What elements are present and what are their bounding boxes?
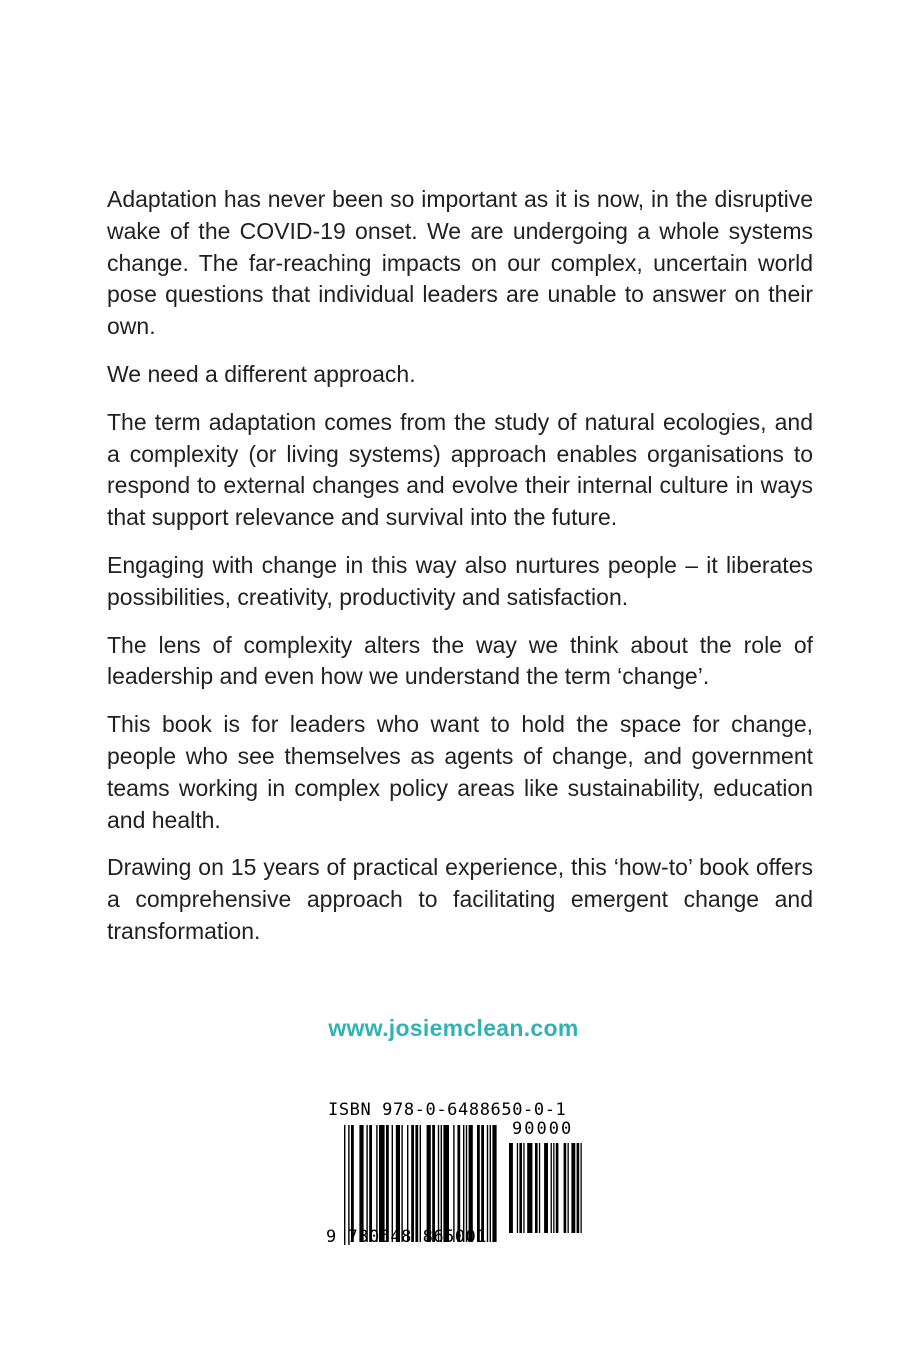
blurb-paragraph: Adaptation has never been so important as it is now, in the disruptive wake of the COVID-19 onset. We are undergoing a whole systems change. The far-reaching impacts on our complex, uncertain world pose questions that individual leaders are unable to answer on their own. <box>107 186 813 340</box>
barcode-bar <box>527 1143 532 1233</box>
barcode-bar <box>366 1125 367 1242</box>
barcode-bar <box>469 1125 473 1242</box>
barcode-bar <box>523 1143 524 1233</box>
price-addon-number: 90000 <box>512 1119 574 1139</box>
barcode-bar <box>386 1125 389 1242</box>
barcode-bar <box>519 1143 522 1233</box>
barcode-bar <box>581 1143 582 1233</box>
barcode-bar <box>396 1125 400 1242</box>
barcode-bar <box>517 1143 518 1233</box>
barcode-bar <box>571 1143 575 1233</box>
barcode-bar <box>544 1143 548 1233</box>
isbn-label: ISBN 978-0-6488650-0-1 <box>328 1100 567 1120</box>
barcode-bar <box>432 1125 435 1242</box>
barcode-bar <box>376 1125 377 1242</box>
barcode-bar <box>477 1125 480 1242</box>
barcode-bar <box>401 1125 402 1242</box>
barcode-bar <box>539 1143 540 1233</box>
barcode-bar <box>568 1143 569 1233</box>
barcode-bar <box>487 1125 488 1242</box>
barcode-bar <box>415 1125 418 1242</box>
barcode-bar <box>453 1125 454 1242</box>
website-link[interactable]: www.josiemclean.com <box>328 1015 579 1041</box>
isbn-barcode <box>326 1100 588 1250</box>
barcode-bar <box>564 1143 567 1233</box>
blurb-paragraph: The lens of complexity alters the way we think about the role of leadership and even how we understand the term ‘change’. <box>107 631 813 690</box>
barcode-bar <box>481 1125 484 1242</box>
blurb-paragraph: The term adaptation comes from the study of natural ecologies, and a complexity (or living systems) approach enables organisations to respond to external changes and evolve their internal culture in ways that support relevance and survival into the future. <box>107 408 813 531</box>
barcode-bar <box>463 1125 464 1242</box>
barcode-bar <box>490 1125 491 1242</box>
barcode-bar <box>351 1125 354 1242</box>
barcode-bar <box>553 1143 554 1233</box>
barcode-bar <box>407 1125 408 1242</box>
blurb-paragraph: We need a different approach. <box>107 360 416 387</box>
barcode-bar <box>392 1125 393 1242</box>
barcode-bar <box>438 1125 439 1242</box>
barcode-bar <box>441 1125 442 1242</box>
barcode-bar <box>509 1143 513 1233</box>
barcode-bar <box>369 1125 372 1242</box>
barcode-bar <box>379 1125 385 1242</box>
barcode-bar <box>457 1125 460 1242</box>
barcode-bar <box>535 1143 538 1233</box>
blurb-paragraph: Engaging with change in this way also nurtures people – it liberates possibilities, creativity, productivity and satisfaction. <box>107 551 813 610</box>
barcode-bar <box>466 1125 467 1242</box>
barcode-bar <box>443 1125 449 1242</box>
barcode-bar <box>420 1125 421 1242</box>
blurb-paragraph: This book is for leaders who want to hold the space for change, people who see themselves as agents of change, and government teams working in complex policy areas like sustainability, education and health. <box>107 711 813 833</box>
blurb-paragraph: Drawing on 15 years of practical experience, this ‘how-to’ book offers a comprehensive approach to facilitating emergent change and transformation. <box>107 854 813 944</box>
barcode-bar <box>492 1125 496 1242</box>
barcode-bar <box>556 1143 559 1233</box>
ean-number: 9 780648 865001 <box>326 1227 488 1247</box>
barcode-bar <box>551 1143 552 1233</box>
barcode-bar <box>359 1125 363 1242</box>
barcode-bar <box>427 1125 431 1242</box>
barcode-bar <box>411 1125 414 1242</box>
back-cover-blurb <box>107 184 813 964</box>
barcode-bar <box>577 1143 580 1233</box>
